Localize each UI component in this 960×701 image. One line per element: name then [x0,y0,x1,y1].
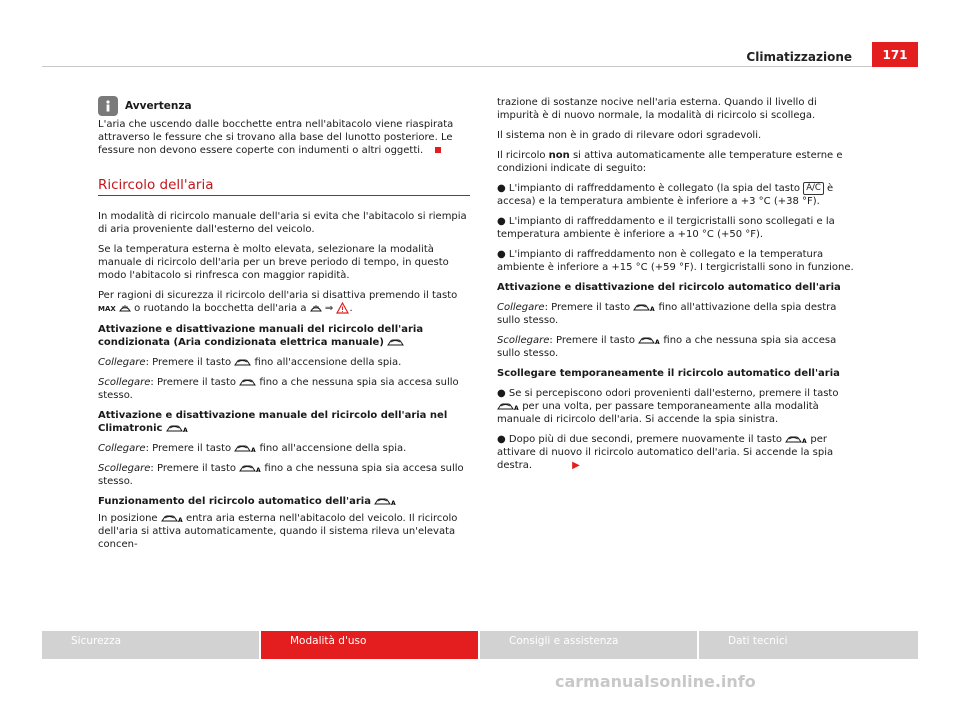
section-rule [98,195,470,196]
subheading: Scollegare temporaneamente il ricircolo automatico dell'aria [497,368,840,379]
auto-recirculation-icon [374,497,396,506]
chapter-title: Climatizzazione [746,50,852,64]
footer-tab-modalita-uso[interactable]: Modalità d'uso [261,631,480,659]
subheading: Attivazione e disattivazione manuale del ricircolo dell'aria nel Climatronic A [98,410,448,434]
info-icon [98,96,118,116]
auto-recirculation-icon [638,336,660,345]
recirculation-car-icon [239,378,256,387]
continue-arrow-icon: ▶ [572,460,580,471]
paragraph: In posizione A entra aria esterna nell'abitacolo del veicolo. Il ricircolo dell'aria si attiva automaticamente, quando il sistema rileva un'elevata concen- [98,513,458,550]
auto-recirculation-icon [633,303,655,312]
max-defrost-icon: MAX [98,305,116,313]
bullet-item: ● L'impianto di raffreddamento è collegato (la spia del tasto A/C è accesa) e la temperatura ambiente è inferiore a +3 °C (+38 °F). [497,183,834,207]
windshield-icon [310,303,322,313]
paragraph: Collegare: Premere il tasto A fino all'attivazione della spia destra sullo stesso. [497,302,837,326]
bullet-item: ● Se si percepiscono odori provenienti dall'esterno, premere il tasto A per una volta, per passare temporaneamente alla modalità manuale di ricircolo dell'aria. Si accende la spia sinistra. [497,388,839,425]
paragraph: Il sistema non è in grado di rilevare odori sgradevoli. [497,130,762,141]
right-column [497,96,855,479]
warning-header [98,96,470,116]
header-rule [42,66,918,67]
bullet-item: ● L'impianto di raffreddamento e il tergicristalli sono scollegati e la temperatura ambiente è inferiore a +10 °C (+50 °F). [497,216,835,240]
paragraph: Per ragioni di sicurezza il ricircolo dell'aria si disattiva premendo il tasto MAX o ruotando la bocchetta dell'aria a ⇒ . [98,290,458,314]
paragraph: Se la temperatura esterna è molto elevata, selezionare la modalità manuale di ricircolo dell'aria per un breve periodo di tempo, in questo modo l'abitacolo si rinfresca con maggior rapidità. [98,244,449,281]
page-number: 171 [872,42,918,67]
svg-text:A: A [655,338,660,345]
paragraph: Collegare: Premere il tasto A fino all'accensione della spia. [98,443,407,454]
paragraph: trazione di sostanze nocive nell'aria esterna. Quando il livello di impurità è di nuovo normale, la modalità di ricircolo si scollega. [497,97,817,121]
left-column [98,96,470,558]
paragraph: Scollegare: Premere il tasto A fino a che nessuna spia sia accesa sullo stesso. [98,463,464,487]
auto-recirculation-icon [166,424,188,433]
recirculation-car-icon [234,358,251,367]
end-marker-icon [435,147,441,153]
paragraph: In modalità di ricircolo manuale dell'aria si evita che l'abitacolo si riempia di aria proveniente dall'esterno del veicolo. [98,211,467,235]
svg-text:A: A [182,426,188,433]
svg-text:A: A [514,404,519,411]
windshield-icon [119,303,131,313]
bullet-item: ● Dopo più di due secondi, premere nuovamente il tasto A per attivare di nuovo il ricircolo automatico dell'aria. Si accende la spia destra. ▶ [497,434,834,471]
auto-recirculation-icon [234,444,256,453]
paragraph: Il ricircolo non si attiva automaticamente alle temperature esterne e condizioni indicate di seguito: [497,150,843,174]
footer-tab-sicurezza[interactable]: Sicurezza [42,631,261,659]
watermark: carmanualsonline.info [555,672,756,691]
warning-title: Avvertenza [125,99,192,112]
svg-text:A: A [256,466,261,473]
auto-recirculation-icon [161,514,183,523]
svg-text:A: A [251,446,257,453]
svg-text:A: A [391,499,397,506]
svg-text:A: A [177,516,183,523]
paragraph: Scollegare: Premere il tasto fino a che nessuna spia sia accesa sullo stesso. [98,377,459,401]
warning-text: L'aria che uscendo dalle bocchette entra nell'abitacolo viene riaspirata attraverso le fessure che si trovano alla base del lunotto posteriore. Le fessure non devono essere coperte con indumenti o altri oggetti. [98,119,454,156]
subheading: Funzionamento del ricircolo automatico dell'aria A [98,496,397,507]
recirculation-car-icon [387,338,404,347]
subheading: Attivazione e disattivazione manuali del ricircolo dell'aria condizionata (Aria condizionata elettrica manuale) [98,324,424,348]
footer-tab-consigli-assistenza[interactable]: Consigli e assistenza [480,631,699,659]
auto-recirculation-icon [239,464,261,473]
footer-nav [42,631,918,659]
svg-text:A: A [802,437,807,444]
section-title: Ricircolo dell'aria [98,177,214,193]
auto-recirculation-icon [497,402,519,411]
subheading: Attivazione e disattivazione del ricircolo automatico dell'aria [497,282,841,293]
svg-text:A: A [650,305,656,312]
paragraph: Collegare: Premere il tasto fino all'accensione della spia. [98,357,402,368]
ac-key-icon: A/C [803,182,824,195]
footer-tab-dati-tecnici[interactable]: Dati tecnici [699,631,918,659]
warning-triangle-icon [336,302,349,314]
auto-recirculation-icon [785,435,807,444]
bullet-item: ● L'impianto di raffreddamento non è collegato e la temperatura ambiente è inferiore a +15 °C (+59 °F). I tergicristalli sono in funzione. [497,249,854,273]
paragraph: Scollegare: Premere il tasto A fino a che nessuna spia sia accesa sullo stesso. [497,335,837,359]
